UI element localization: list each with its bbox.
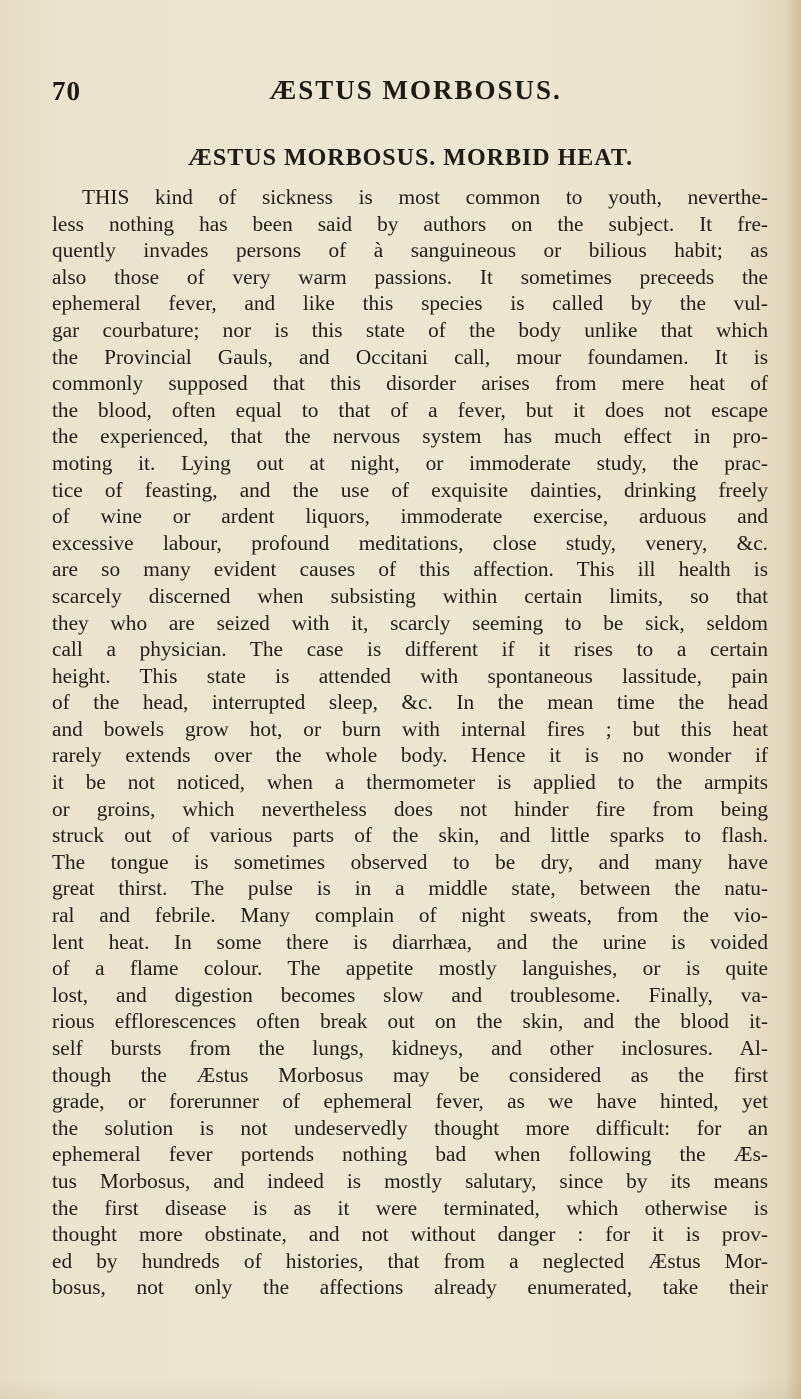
text-line: self bursts from the lungs, kidneys, and other inclosures. Al- [52, 1036, 768, 1060]
text-line: lent heat. In some there is diarrhæa, and the urine is voided [52, 929, 768, 954]
text-line: commonly supposed that this disorder arises from mere heat of [52, 371, 768, 396]
text-line: excessive labour, profound meditations, close study, venery, &c. [52, 530, 768, 555]
section-heading: ÆSTUS MORBOSUS. MORBID HEAT. [187, 145, 634, 171]
text-line: grade, or forerunner of ephemeral fever, as we have hinted, yet [52, 1089, 768, 1114]
text-line: ral and febrile. Many complain of night sweats, from the vio- [52, 903, 768, 928]
text-line: tice of feasting, and the use of exquisite dainties, drinking freely [52, 477, 768, 502]
text-line: THIS kind of sickness is most common to youth, neverthe- [82, 185, 768, 209]
text-line: rarely extends over the whole body. Hence it is no wonder if [52, 743, 768, 768]
text-line: of the head, interrupted sleep, &c. In the mean time the head [52, 690, 768, 715]
text-line: they who are seized with it, scarcly seeming to be sick, seldom [52, 610, 768, 635]
text-line: the first disease is as it were terminated, which otherwise is [52, 1195, 768, 1220]
text-line: The tongue is sometimes observed to be dry, and many have [52, 849, 768, 874]
running-head [0, 70, 801, 110]
text-line: the Provincial Gauls, and Occitani call, mour foundamen. It is [52, 344, 768, 369]
text-line: moting it. Lying out at night, or immoderate study, the prac- [52, 450, 768, 475]
text-line: are so many evident causes of this affection. This ill health is [52, 557, 768, 582]
text-line: the blood, often equal to that of a fever, but it does not escape [52, 397, 768, 422]
text-line: ephemeral fever, and like this species is called by the vul- [52, 291, 768, 316]
text-line: struck out of various parts of the skin, and little sparks to flash. [52, 823, 768, 848]
text-line: the solution is not undeservedly thought more difficult: for an [52, 1115, 768, 1140]
text-line: lost, and digestion becomes slow and troublesome. Finally, va- [52, 982, 768, 1007]
body-text [52, 184, 768, 1301]
text-line: also those of very warm passions. It sometimes preceeds the [52, 264, 768, 289]
text-line: height. This state is attended with spontaneous lassitude, pain [52, 663, 768, 688]
text-line: and bowels grow hot, or burn with internal fires ; but this heat [52, 716, 768, 741]
text-line: of wine or ardent liquors, immoderate exercise, arduous and [52, 504, 768, 529]
text-line: scarcely discerned when subsisting within certain limits, so that [52, 583, 768, 608]
text-line: though the Æstus Morbosus may be considered as the first [52, 1062, 768, 1087]
text-line: or groins, which nevertheless does not hinder fire from being [52, 796, 768, 821]
text-line: tus Morbosus, and indeed is mostly salutary, since by its means [52, 1168, 768, 1193]
text-line: gar courbature; nor is this state of the body unlike that which [52, 317, 768, 342]
page-bottom-shadow [0, 1379, 801, 1399]
text-line: rious efflorescences often break out on the skin, and the blood it- [52, 1009, 768, 1034]
running-title: ÆSTUS MORBOSUS. [269, 75, 562, 105]
text-line: call a physician. The case is different if it rises to a certain [52, 637, 768, 662]
text-line: thought more obstinate, and not without danger : for it is prov- [52, 1222, 768, 1247]
text-line: of a flame colour. The appetite mostly languishes, or is quite [52, 956, 768, 981]
page-edge-shadow [785, 0, 801, 1399]
page-number: 70 [52, 76, 81, 106]
text-line: ed by hundreds of histories, that from a neglected Æstus Mor- [52, 1248, 768, 1273]
text-line: the experienced, that the nervous system has much effect in pro- [52, 424, 768, 449]
text-line: quently invades persons of à sanguineous or bilious habit; as [52, 238, 768, 263]
text-line: bosus, not only the affections already enumerated, take their [52, 1275, 768, 1300]
text-line: great thirst. The pulse is in a middle state, between the natu- [52, 876, 768, 901]
text-line: less nothing has been said by authors on the subject. It fre- [52, 211, 768, 236]
text-line: it be not noticed, when a thermometer is applied to the armpits [52, 770, 768, 795]
text-line: ephemeral fever portends nothing bad when following the Æs- [52, 1142, 768, 1167]
